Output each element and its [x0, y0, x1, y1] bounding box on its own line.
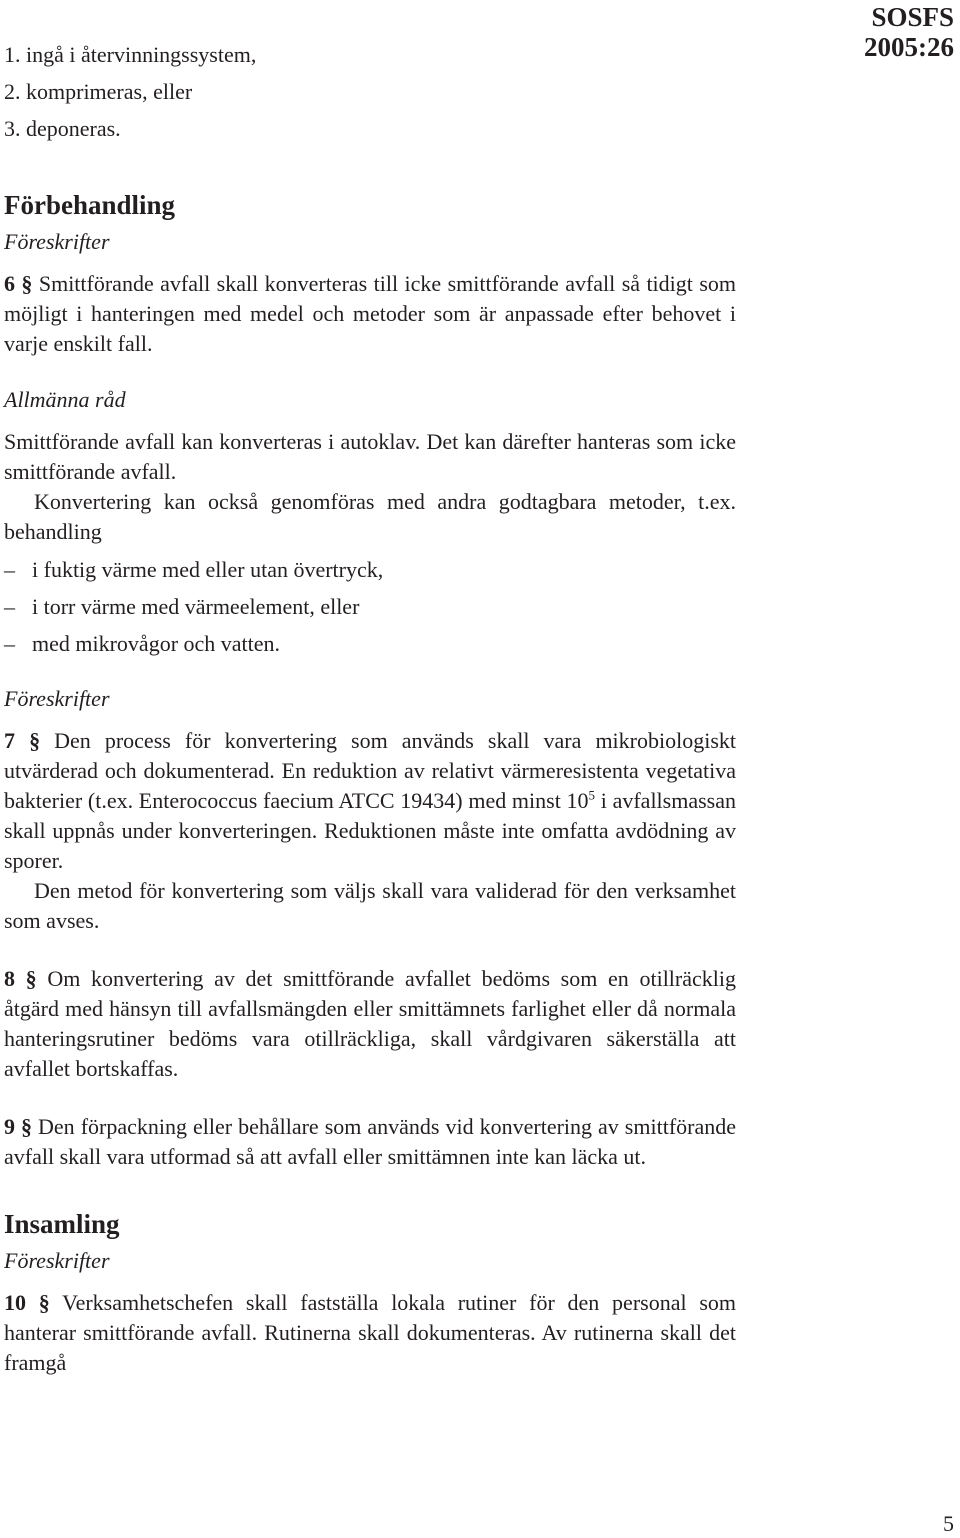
paragraph-9: [4, 1112, 736, 1172]
section-number: 7: [4, 728, 15, 753]
regulations-label: Föreskrifter: [4, 229, 110, 254]
section-number: 9: [4, 1114, 15, 1139]
regulations-label: Föreskrifter: [4, 1248, 110, 1273]
general-advice-paragraph: Konvertering kan också genomföras med andra godtagbara metoder, t.ex. behandling: [4, 489, 736, 544]
page-content: [4, 36, 736, 1378]
section-sign-icon: §: [21, 1114, 33, 1139]
paragraph-7: 7 § Den process för konvertering som används skall vara mikrobiologiskt utvärderad och dokumenterad. En reduktion av relativt värmeresistenta vegetativa bakterier (t.ex. Enterococcus faecium ATCC 19434) med minst $10^5$ i avfallsmassan skall uppnås under konverteringen. Reduktionen måste inte omfatta avdödning av sporer.: [4, 728, 737, 873]
dash-icon: –: [4, 631, 15, 656]
list-item: 3. deponeras.: [4, 116, 121, 141]
page-number: 5: [943, 1511, 954, 1536]
document-reference: [864, 2, 954, 62]
section-number: 10: [4, 1290, 26, 1315]
section-number: 6: [4, 271, 15, 296]
paragraph-10: [4, 1288, 736, 1378]
section-sign-icon: §: [25, 966, 37, 991]
general-advice-label: Allmänna råd: [4, 387, 126, 412]
dash-list: [4, 551, 736, 662]
paragraph-text: Om konvertering av det smittförande avfallet bedöms som en otillräcklig åtgärd med hänsyn till avfallsmängden eller smittämnets farlighet eller då normala hanteringsrutiner bedöms vara otillräckliga, skall vårdgivaren säkerställa att avfallet bortskaffas.: [4, 966, 736, 1081]
section-heading-insamling: Insamling: [4, 1209, 120, 1239]
series-number: 2005:26: [864, 32, 954, 62]
paragraph-text: Verksamhetschefen skall fastställa lokala rutiner för den personal som hanterar smittförande avfall. Rutinerna skall dokumenteras. Av rutinerna skall det framgå: [4, 1290, 737, 1375]
section-sign-icon: §: [38, 1290, 50, 1315]
section-sign-icon: §: [21, 271, 33, 296]
list-item: 2. komprimeras, eller: [4, 79, 193, 104]
list-item: – i fuktig värme med eller utan övertryck,: [4, 551, 736, 588]
paragraph-6: [4, 269, 736, 359]
section-number: 8: [4, 966, 15, 991]
dash-icon: –: [4, 594, 15, 619]
dash-icon: –: [4, 557, 15, 582]
intro-list: [4, 36, 736, 147]
section-heading-forbehandling: Förbehandling: [4, 190, 176, 220]
list-item: 1. ingå i återvinningssystem,: [4, 42, 257, 67]
superscript: 5: [588, 787, 596, 803]
paragraph-8: [4, 964, 736, 1084]
paragraph-text: Smittförande avfall skall konverteras till icke smittförande avfall så tidigt som möjligt i hanteringen med medel och metoder som är anpassade efter behovet i varje enskilt fall.: [4, 271, 736, 356]
list-item: – med mikrovågor och vatten.: [4, 625, 736, 662]
general-advice-paragraph: Smittförande avfall kan konverteras i autoklav. Det kan därefter hanteras som icke smittförande avfall.: [4, 429, 736, 484]
series-name: SOSFS: [871, 2, 954, 32]
section-sign-icon: §: [29, 728, 41, 753]
paragraph-text: Den metod för konvertering som väljs skall vara validerad för den verksamhet som avses.: [4, 878, 736, 933]
paragraph-text: Den förpackning eller behållare som används vid konvertering av smittförande avfall skall vara utformad så att avfall eller smittämnen inte kan läcka ut.: [4, 1114, 736, 1169]
regulations-label: Föreskrifter: [4, 686, 110, 711]
list-item: – i torr värme med värmeelement, eller: [4, 588, 736, 625]
